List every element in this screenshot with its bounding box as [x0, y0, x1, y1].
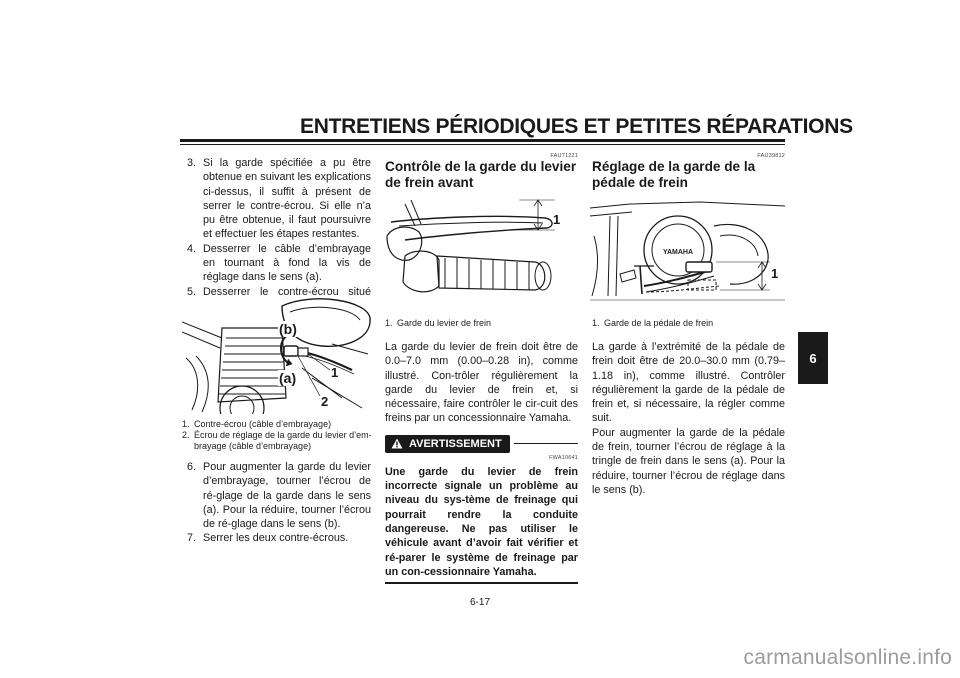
step-number: 5.	[187, 285, 197, 298]
watermark: carmanualsonline.info	[743, 646, 952, 669]
caption-item	[182, 419, 372, 430]
section-code: FAU39812	[757, 153, 785, 159]
brake-pedal-drawing	[590, 196, 785, 311]
section-title: Réglage de la garde de la pédale de frein	[592, 159, 756, 190]
step-text: Pour augmenter la garde du levier d’embrayage, tourner l’écrou de ré-glage de la garde dans le sens (a). Pour la réduire, tourner l’écrou de ré-glage dans le sens (b).	[203, 461, 371, 531]
page-number: 6-17	[469, 597, 490, 608]
clutch-cable-illustration	[182, 298, 372, 414]
right-caption	[592, 318, 785, 329]
caption-text: Contre-écrou (câble d’embrayage)	[194, 419, 332, 429]
figure-label-1: 1	[553, 212, 561, 227]
middle-column-body	[385, 340, 578, 584]
brake-pedal-paragraph-2: Pour augmenter la garde de la pédale de frein, tourner l’écrou de réglage à la tringle de frein dans le sens (a). Pour la réduire, tourner l’écrou de réglage dans le sens (b).	[592, 426, 785, 496]
step-number: 4.	[187, 242, 197, 255]
steps-list-bottom	[185, 460, 371, 546]
caption-number: 1.	[385, 318, 393, 328]
figure-label-2: 2	[321, 394, 329, 409]
step-item	[185, 156, 371, 242]
step-number: 3.	[187, 157, 197, 169]
brake-pedal-illustration	[590, 196, 785, 311]
figure-label-b: (b)	[279, 321, 297, 337]
step-item	[185, 242, 371, 285]
warning-end-rule	[385, 582, 578, 584]
right-column	[592, 153, 785, 191]
brake-pedal-paragraph-1: La garde à l’extrémité de la pédale de frein doit être de 20.0–30.0 mm (0.79–1.18 in), comme illustré. Contrôler régulièrement la garde de la pédale de frein et, si nécessaire, la régler comme suit.	[592, 341, 785, 425]
step-number: 6.	[187, 461, 197, 473]
right-column-body	[592, 340, 785, 497]
warning-header-line	[514, 443, 578, 444]
warning-badge	[385, 435, 510, 453]
header-rule-thin	[180, 144, 785, 145]
warning-header	[385, 435, 578, 453]
middle-caption	[385, 318, 578, 329]
step-number: 7.	[187, 532, 197, 545]
caption-number: 2.	[182, 430, 190, 440]
brake-lever-illustration	[385, 196, 578, 311]
caption-number: 1.	[592, 318, 600, 328]
caption-text: Écrou de réglage de la garde du levier d’em-brayage (câble d’embrayage)	[194, 430, 372, 451]
warning-triangle-icon	[391, 438, 403, 449]
clutch-engine-drawing	[182, 298, 372, 414]
engine-cover-brand: YAMAHA	[662, 249, 694, 256]
caption-text: Garde de la pédale de frein	[604, 318, 714, 328]
figure-label-1: 1	[331, 365, 339, 380]
step-item	[185, 531, 371, 545]
step-text: Serrer les deux contre-écrous.	[203, 532, 349, 545]
step-text: Desserrer le contre-écrou situé	[203, 285, 371, 298]
warning-label: AVERTISSEMENT	[409, 437, 502, 450]
figure-label-a: (a)	[279, 370, 297, 386]
section-title: Contrôle de la garde du levier de frein avant	[385, 159, 577, 190]
caption-item	[385, 318, 578, 329]
caption-item	[592, 318, 785, 329]
left-column-bottom	[185, 460, 371, 546]
brake-lever-drawing	[385, 196, 578, 311]
step-text: Si la garde spécifiée a pu être obtenue en suivant les explications ci-dessus, il suffit à présent de serrer le contre-écrou. Si elle n’a pu être obtenue, il faut poursuivre et effectuer les étapes restantes.	[203, 157, 371, 241]
step-text: Desserrer le câble d’embrayage en tournant à fond la vis de réglage dans le sens (a).	[203, 242, 371, 284]
header-rule	[180, 139, 785, 142]
caption-item	[182, 430, 372, 452]
brake-lever-paragraph: La garde du levier de frein doit être de 0.0–7.0 mm (0.00–0.28 in), comme illustré. Con-trôler régulièrement la garde du levier de frein et, si nécessaire, faire contrôler le cir-cuit des freins par un concessionnaire Yamaha.	[385, 341, 578, 425]
warning-code: FWA10641	[549, 454, 578, 461]
caption-text: Garde du levier de frein	[397, 318, 492, 328]
figure-label-1: 1	[771, 266, 779, 281]
step-item	[185, 460, 371, 531]
caption-number: 1.	[182, 419, 190, 429]
page-title: ENTRETIENS PÉRIODIQUES ET PETITES RÉPARATIONS	[300, 115, 853, 138]
chapter-tab: 6	[798, 332, 828, 384]
left-captions	[182, 419, 372, 452]
section-code: FAU71221	[550, 153, 578, 159]
middle-column	[385, 153, 578, 191]
warning-text: Une garde du levier de frein incorrecte signale un problème au niveau du sys-tème de freinage qui pourrait rendre la conduite dangereuse. Ne pas utiliser le véhicule avant d’avoir fait vérifier et ré-parer le système de freinage par un con-cessionnaire Yamaha.	[385, 465, 578, 578]
